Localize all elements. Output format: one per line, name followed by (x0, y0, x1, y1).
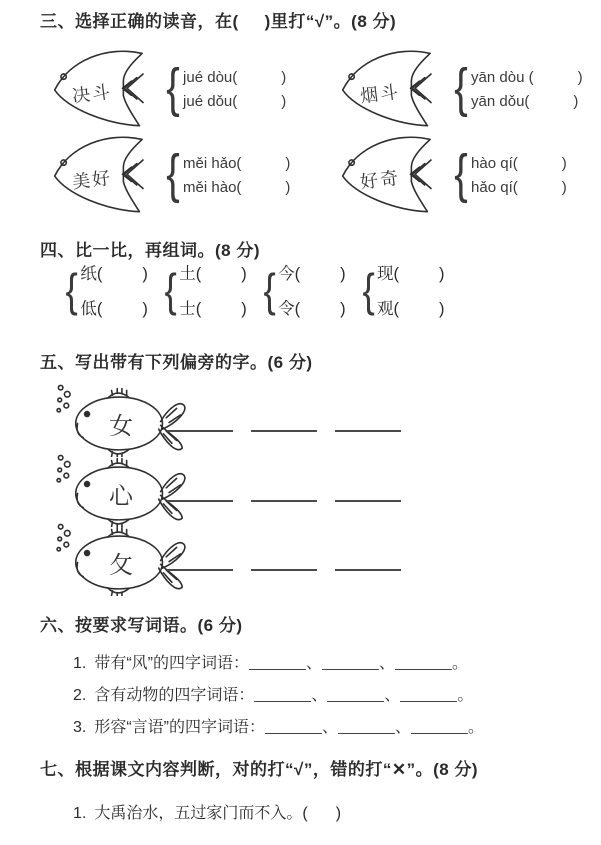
judge-item (73, 800, 341, 823)
pinyin-label: jué dǒu( (183, 92, 238, 110)
section4-title: 四、比一比，再组词。(8 分) (40, 241, 260, 260)
answer-blank (322, 655, 379, 670)
pinyin-label: hǎo qí( (471, 178, 518, 196)
brace-icon: { (164, 263, 177, 316)
pinyin-label: yān dǒu( (471, 92, 530, 110)
section5-title: 五、写出带有下列偏旁的字。(6 分) (40, 353, 313, 372)
fish-word: 美好 (71, 167, 114, 193)
brace-icon: { (65, 263, 78, 316)
char-label: 现( (377, 265, 399, 283)
pronunciation-item (52, 132, 340, 216)
fish-word: 好奇 (359, 167, 402, 193)
brace-icon: { (454, 144, 468, 204)
answer-blank (251, 500, 317, 502)
pronunciation-item (340, 46, 601, 130)
paren-close: ) (285, 154, 291, 172)
word-pair-bottom (278, 295, 346, 319)
period: 。 (468, 719, 485, 736)
answer-lines (167, 569, 401, 571)
item-number: 3. (73, 719, 87, 736)
answer-blank (251, 430, 317, 432)
char-label: 令( (278, 300, 301, 318)
paren-close: ) (439, 265, 445, 283)
section3-title-pre: 三、选择正确的读音，在( (40, 12, 239, 31)
answer-blank (167, 430, 233, 432)
round-fish-icon (55, 521, 187, 595)
period: 。 (452, 655, 469, 672)
answer-blank (249, 655, 306, 670)
pinyin-option (183, 179, 290, 196)
paren-close: ) (335, 805, 342, 822)
paren-close: ) (577, 68, 583, 86)
char-label: 观( (377, 300, 399, 318)
crescent-fish-icon (52, 49, 168, 127)
paren-close: ) (340, 300, 346, 318)
brace-icon: { (263, 263, 276, 316)
crescent-fish-icon (340, 135, 456, 213)
answer-blank (254, 687, 311, 702)
brace-icon: { (362, 263, 375, 316)
paren-close: ) (285, 178, 291, 196)
answer-blank (251, 569, 317, 571)
item-number: 2. (73, 687, 87, 704)
answer-blank (411, 719, 468, 734)
paren-close: ) (561, 154, 567, 172)
paren-close: ) (241, 265, 247, 283)
fish-word: 烟斗 (359, 81, 402, 107)
crescent-fish-icon (340, 49, 456, 127)
fish-word: 决斗 (71, 81, 114, 107)
word-pair-bottom (179, 295, 247, 319)
pinyin-label: měi hǎo( (183, 154, 242, 172)
pronunciation-item (52, 46, 340, 130)
word-pair (163, 260, 247, 319)
answer-blank (335, 569, 401, 571)
char-label: 纸( (80, 265, 103, 283)
paren-close: ) (573, 92, 579, 110)
pinyin-option (183, 155, 290, 172)
pinyin-option (183, 93, 286, 110)
round-fish-icon (55, 452, 187, 526)
section6-title: 六、按要求写词语。(6 分) (40, 616, 243, 635)
pinyin-label: yān dòu ( (471, 68, 534, 86)
pronunciation-item (340, 132, 601, 216)
answer-blank (395, 655, 452, 670)
item-text: 大禹治水，五过家门而不入。 (94, 805, 303, 822)
idiom-item (73, 714, 484, 737)
paren-close: ) (561, 178, 567, 196)
pinyin-options (183, 153, 290, 196)
char-label: 今( (278, 265, 301, 283)
pinyin-label: měi hào( (183, 178, 242, 196)
char-label: 士( (179, 300, 202, 318)
radical-char: 女 (109, 413, 133, 440)
radical-char: 攵 (109, 552, 133, 579)
section7-title: 七、根据课文内容判断，对的打“√”，错的打“✕”。(8 分) (40, 760, 479, 779)
item-number: 1. (73, 655, 87, 672)
answer-blank (338, 719, 395, 734)
word-pair-top (278, 260, 346, 284)
paren-close: ) (340, 265, 346, 283)
radical-row (55, 521, 555, 595)
item-text: 带有“风”的四字词语： (94, 655, 250, 672)
paren-close: ) (281, 68, 287, 86)
brace-icon: { (166, 144, 180, 204)
compare-words-row (64, 260, 445, 319)
answer-blank (400, 687, 457, 702)
item-number: 1. (73, 805, 87, 822)
separator: 、 (306, 655, 323, 672)
answer-blank (327, 687, 384, 702)
paren-close: ) (439, 300, 445, 318)
answer-lines (167, 430, 401, 432)
pinyin-options (471, 153, 567, 196)
answer-lines (167, 500, 401, 502)
pinyin-label: jué dòu( (183, 68, 238, 86)
pinyin-option (471, 155, 567, 172)
word-pair (262, 260, 346, 319)
paren-close: ) (142, 300, 148, 318)
word-pair (361, 260, 445, 319)
word-pair-top (80, 260, 148, 284)
item-text: 含有动物的四字词语： (94, 687, 255, 704)
pronunciation-grid (52, 46, 601, 216)
crescent-fish-icon (52, 135, 168, 213)
section3-title (40, 7, 396, 32)
pinyin-label: hào qí( (471, 154, 518, 172)
brace-icon: { (166, 58, 180, 118)
answer-blank (167, 500, 233, 502)
paren-open: ( (302, 805, 308, 822)
pinyin-options (183, 67, 286, 110)
round-fish-icon (55, 382, 187, 456)
pinyin-options (471, 67, 583, 110)
separator: 、 (379, 655, 396, 672)
answer-blank (167, 569, 233, 571)
paren-close: ) (142, 265, 148, 283)
period: 。 (457, 687, 474, 704)
pinyin-option (471, 69, 583, 86)
word-pair-bottom (80, 295, 148, 319)
brace-icon: { (454, 58, 468, 118)
section3-title-post: )里打“√”。(8 分) (264, 12, 397, 31)
idiom-item (73, 650, 468, 673)
separator: 、 (384, 687, 401, 704)
item-text: 形容“言语”的四字词语： (94, 719, 266, 736)
paren-close: ) (281, 92, 287, 110)
word-pair-top (179, 260, 247, 284)
word-pair (64, 260, 148, 319)
pinyin-option (471, 93, 583, 110)
answer-blank (335, 500, 401, 502)
radical-row (55, 382, 555, 456)
pinyin-option (471, 179, 567, 196)
paren-close: ) (241, 300, 247, 318)
word-pair-bottom (377, 295, 445, 319)
char-label: 低( (80, 300, 103, 318)
pinyin-option (183, 69, 286, 86)
word-pair-top (377, 260, 445, 284)
answer-blank (335, 430, 401, 432)
separator: 、 (311, 687, 328, 704)
radical-char: 心 (109, 483, 133, 510)
char-label: 土( (179, 265, 202, 283)
separator: 、 (322, 719, 339, 736)
separator: 、 (395, 719, 412, 736)
answer-blank (265, 719, 322, 734)
radical-row (55, 452, 555, 526)
idiom-item (73, 682, 473, 705)
